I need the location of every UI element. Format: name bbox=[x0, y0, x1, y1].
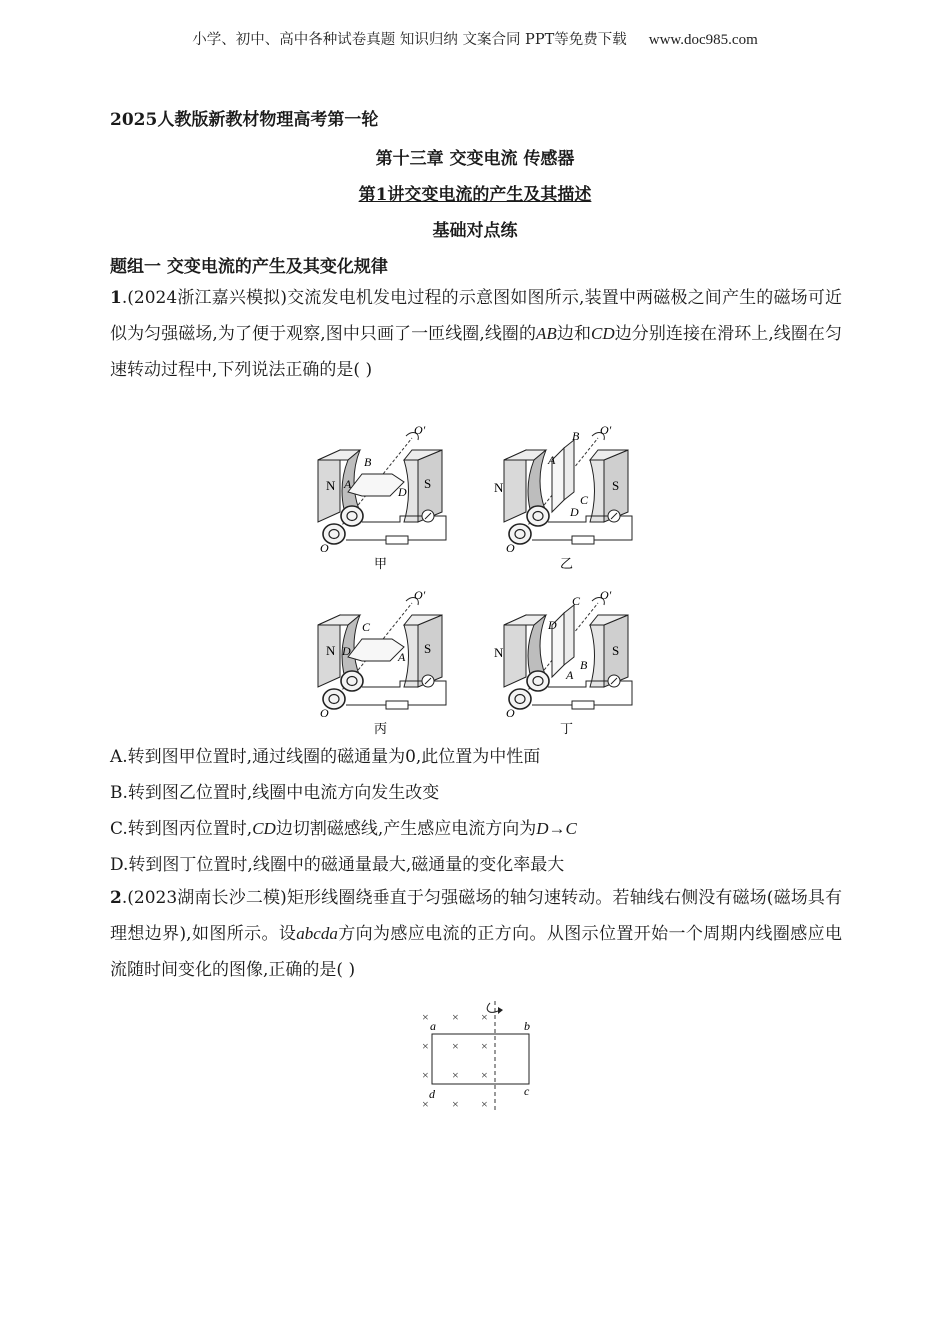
q2-number: 2 bbox=[110, 888, 122, 908]
panel-yi-label-c: C bbox=[580, 493, 589, 507]
header-url[interactable]: www.doc985.com bbox=[648, 32, 758, 48]
panel-ding-origin: O bbox=[506, 706, 515, 720]
q1-var-ab: AB bbox=[536, 324, 557, 343]
panel-ding-caption: 丁 bbox=[560, 721, 574, 736]
panel-ding bbox=[494, 588, 632, 736]
panel-yi bbox=[494, 423, 632, 571]
panel-yi-axis: O′ bbox=[600, 423, 612, 437]
q1-option-c-arrow: D→C bbox=[536, 819, 577, 838]
panel-yi-s: S bbox=[612, 478, 620, 493]
panel-jia-label-b: B bbox=[364, 455, 372, 469]
panel-yi-origin: O bbox=[506, 541, 515, 555]
chapter-title: 第十三章 交变电流 传感器 bbox=[375, 149, 575, 169]
q1-text-a: 交流发电机发电过程的示意图如图所示,装置中两磁极之间产生的磁场可近似为匀强磁场,为了便于观察,图中只画了一匝线圈,线圈的 bbox=[110, 288, 842, 344]
section-title: 基础对点练 bbox=[432, 221, 518, 241]
panel-ding-n: N bbox=[494, 645, 504, 660]
q1-option-c-mid: 边切割磁感线,产生感应电流方向为 bbox=[275, 819, 537, 839]
lesson-title-text: 第1讲交变电流的产生及其描述 bbox=[358, 185, 592, 205]
q2-var-abcda: abcda bbox=[296, 924, 338, 943]
panel-ding-label-c: C bbox=[572, 594, 581, 608]
panel-jia-origin: O bbox=[320, 541, 329, 555]
panel-jia-label-d: D bbox=[398, 485, 407, 499]
q1-source: .(2024浙江嘉兴模拟) bbox=[121, 288, 287, 308]
panel-yi-label-b: B bbox=[572, 429, 580, 443]
field-x: × bbox=[422, 1068, 429, 1082]
panel-bing bbox=[318, 588, 446, 736]
q1-option-c-var: CD bbox=[252, 819, 276, 838]
generator-figure bbox=[300, 420, 650, 740]
field-x: × bbox=[452, 1010, 459, 1024]
page-header bbox=[0, 28, 950, 49]
panel-ding-s: S bbox=[612, 643, 620, 658]
field-x: × bbox=[452, 1068, 459, 1082]
panel-jia-label-a: A bbox=[344, 477, 352, 491]
panel-jia-n: N bbox=[326, 478, 336, 493]
lesson-title bbox=[0, 180, 950, 205]
q1-option-c-pre: C.转到图丙位置时, bbox=[110, 819, 253, 839]
panel-ding-label-a: A bbox=[566, 668, 574, 682]
panel-ding-axis: O′ bbox=[600, 588, 612, 602]
q1-var-cd: CD bbox=[591, 324, 615, 343]
field-x: × bbox=[452, 1039, 459, 1053]
panel-yi-caption: 乙 bbox=[560, 556, 574, 571]
corner-b: b bbox=[524, 1019, 530, 1033]
panel-yi-label-d: D bbox=[570, 505, 579, 519]
panel-jia-caption: 甲 bbox=[374, 556, 388, 571]
corner-a: a bbox=[430, 1019, 436, 1033]
panel-bing-label-a: A bbox=[398, 650, 406, 664]
q1-text-c: 边分别连接在滑环上,线圈在匀速转动过程中,下列说法正确的是( ) bbox=[110, 324, 843, 380]
coil-figure bbox=[410, 995, 550, 1115]
question-2 bbox=[110, 880, 842, 988]
panel-jia-axis: O′ bbox=[414, 423, 426, 437]
panel-ding-label-d: D bbox=[548, 618, 557, 632]
series-title: 2025人教版新教材物理高考第一轮 bbox=[110, 110, 379, 130]
panel-bing-s: S bbox=[424, 641, 432, 656]
panel-bing-label-d: D bbox=[342, 644, 351, 658]
group-title: 题组一 交变电流的产生及其变化规律 bbox=[110, 257, 388, 277]
field-x: × bbox=[422, 1097, 429, 1111]
q1-option-d[interactable]: D.转到图丁位置时,线圈中的磁通量最大,磁通量的变化率最大 bbox=[110, 855, 565, 875]
panel-yi-n: N bbox=[494, 480, 504, 495]
field-x: × bbox=[481, 1097, 488, 1111]
panel-yi-label-a: A bbox=[548, 453, 556, 467]
q1-text-b: 边和 bbox=[556, 324, 592, 344]
corner-c: c bbox=[524, 1084, 530, 1098]
question-1 bbox=[110, 280, 842, 388]
panel-ding-label-b: B bbox=[580, 658, 588, 672]
q1-option-b[interactable]: B.转到图乙位置时,线圈中电流方向发生改变 bbox=[110, 783, 440, 803]
panel-bing-label-c: C bbox=[362, 620, 371, 634]
q2-source: .(2023湖南长沙二模) bbox=[121, 888, 287, 908]
panel-bing-caption: 丙 bbox=[374, 721, 388, 736]
field-x: × bbox=[422, 1039, 429, 1053]
header-text: 小学、初中、高中各种试卷真题 知识归纳 文案合同 PPT等免费下载 bbox=[192, 32, 627, 48]
corner-d: d bbox=[429, 1087, 435, 1101]
panel-bing-origin: O bbox=[320, 706, 329, 720]
field-x: × bbox=[481, 1068, 488, 1082]
q1-number: 1 bbox=[110, 288, 122, 308]
panel-jia bbox=[318, 423, 446, 571]
field-x: × bbox=[481, 1039, 488, 1053]
panel-bing-axis: O′ bbox=[414, 588, 426, 602]
q1-option-c[interactable] bbox=[110, 814, 577, 839]
panel-jia-s: S bbox=[424, 476, 432, 491]
field-x: × bbox=[422, 1010, 429, 1024]
field-x: × bbox=[452, 1097, 459, 1111]
q2-text-b: 方向为感应电流的正方向。从图示位置开始一个周期内线圈感应电流随时间变化的图像,正确的是( ) bbox=[110, 924, 842, 980]
q1-option-a[interactable]: A.转到图甲位置时,通过线圈的磁通量为0,此位置为中性面 bbox=[110, 747, 541, 767]
field-x: × bbox=[481, 1010, 488, 1024]
q2-text-a: 矩形线圈绕垂直于匀强磁场的轴匀速转动。若轴线右侧没有磁场(磁场具有理想边界),如图所示。设 bbox=[110, 888, 842, 944]
panel-bing-n: N bbox=[326, 643, 336, 658]
